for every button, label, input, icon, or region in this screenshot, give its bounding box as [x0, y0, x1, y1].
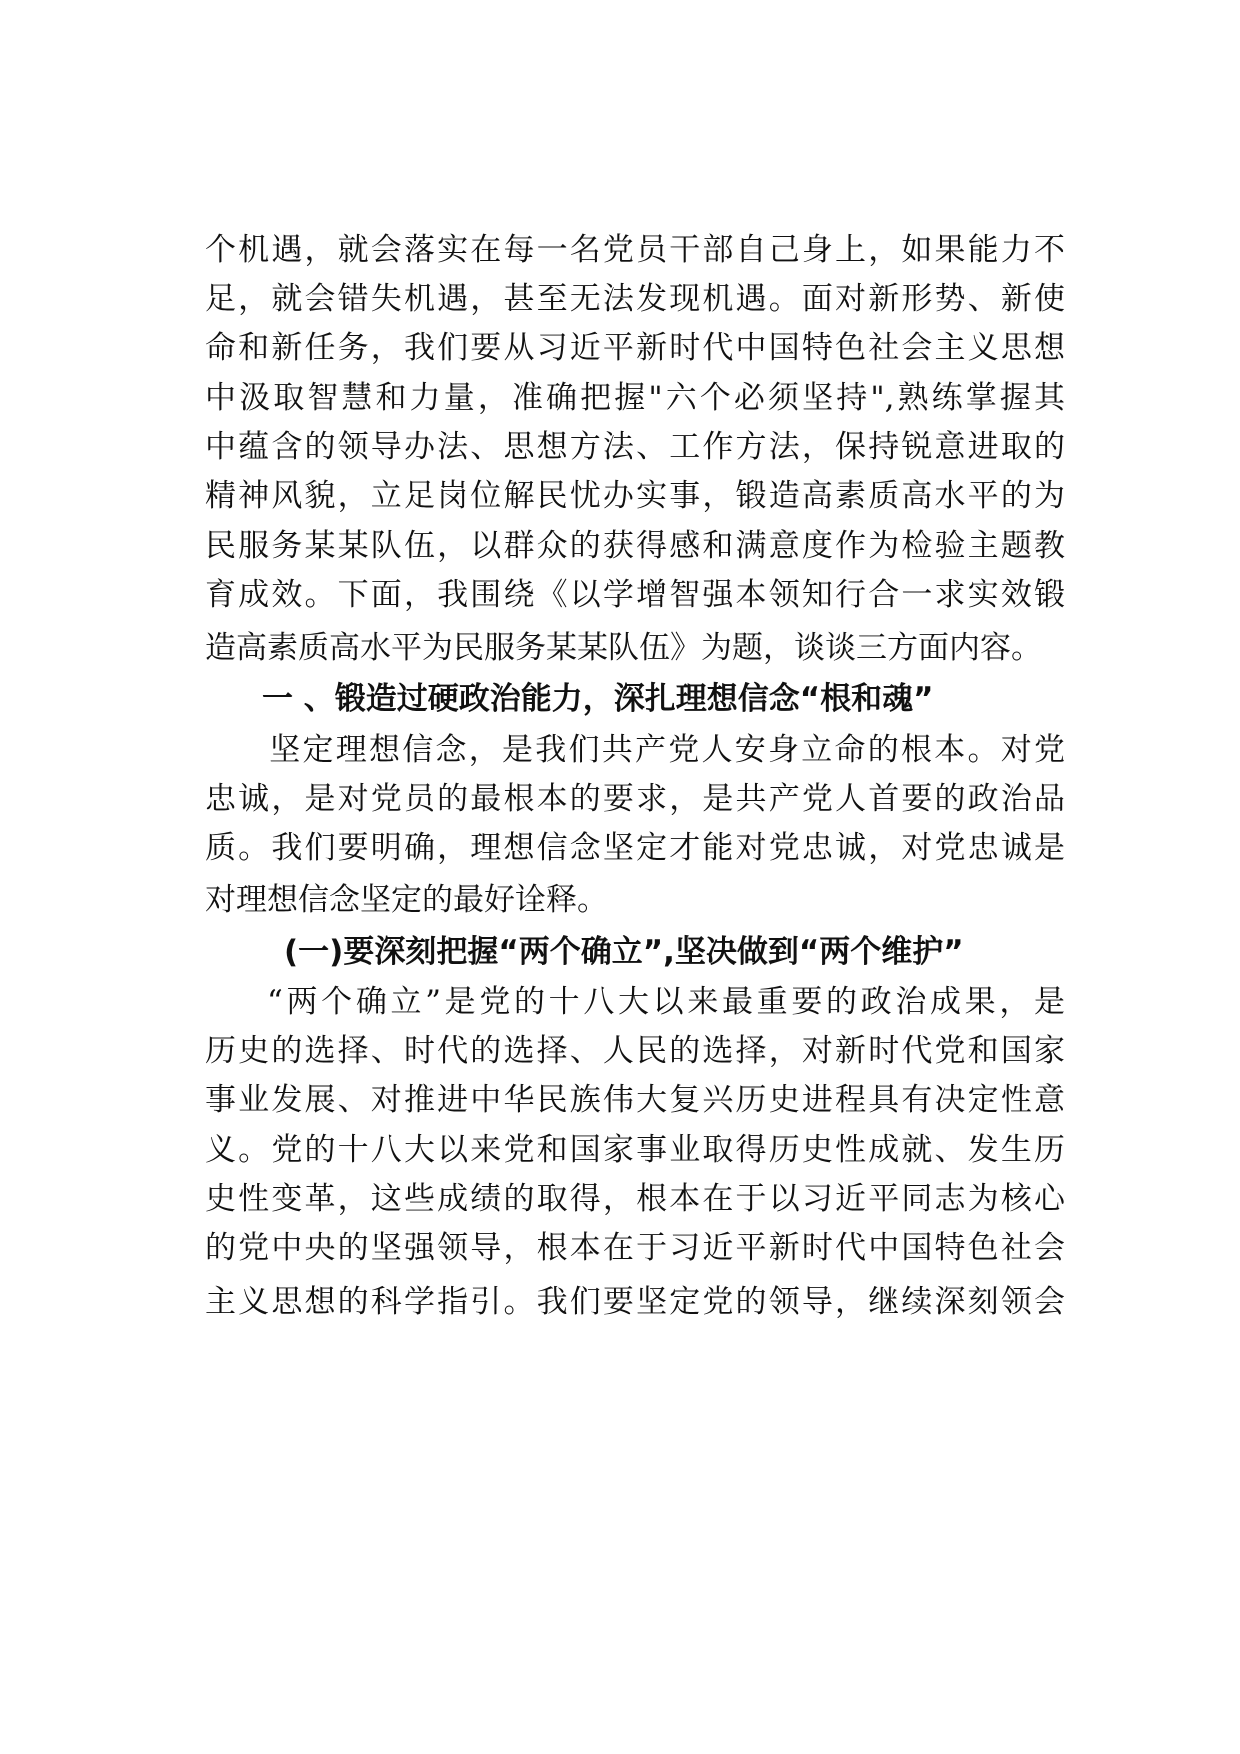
paragraph-line: 忠诚，是对党员的最根本的要求，是共产党人首要的政治品 — [205, 781, 1065, 817]
paragraph-line: 历史的选择、时代的选择、人民的选择，对新时代党和国家 — [205, 1033, 1065, 1069]
paragraph-line: 的党中央的坚强领导，根本在于习近平新时代中国特色社会 — [205, 1230, 1065, 1266]
paragraph-line: 事业发展、对推进中华民族伟大复兴历史进程具有决定性意 — [205, 1082, 1065, 1118]
paragraph-line: 民服务某某队伍，以群众的获得感和满意度作为检验主题教 — [205, 528, 1065, 564]
paragraph-line: 个机遇，就会落实在每一名党员干部自己身上，如果能力不 — [205, 232, 1065, 268]
section-heading-1: 一 、锻造过硬政治能力，深扎理想信念“根和魂” — [262, 681, 934, 717]
paragraph-line: 造高素质高水平为民服务某某队伍》为题，谈谈三方面内容。 — [205, 630, 1042, 666]
subsection-heading-1: (一)要深刻把握“两个确立”,坚决做到“两个维护” — [284, 934, 964, 970]
paragraph-line: 中蕴含的领导办法、思想方法、工作方法，保持锐意进取的 — [205, 429, 1065, 465]
paragraph-line: 义。党的十八大以来党和国家事业取得历史性成就、发生历 — [205, 1132, 1065, 1168]
paragraph-line-text: “两个确立”是党的十八大以来最重要的政治成果，是 — [267, 984, 1065, 1020]
paragraph-line: 命和新任务，我们要从习近平新时代中国特色社会主义思想 — [205, 330, 1065, 366]
paragraph-line: 对理想信念坚定的最好诠释。 — [205, 882, 608, 918]
paragraph-line-text: 坚定理想信念，是我们共产党人安身立命的根本。对党 — [267, 732, 1065, 768]
paragraph-line: 质。我们要明确，理想信念坚定才能对党忠诚，对党忠诚是 — [205, 830, 1065, 866]
paragraph-line — [205, 728, 1065, 772]
paragraph-line: 足，就会错失机遇，甚至无法发现机遇。面对新形势、新使 — [205, 281, 1065, 317]
paragraph-line: 主义思想的科学指引。我们要坚定党的领导，继续深刻领会 — [205, 1284, 1065, 1320]
paragraph-line: 史性变革，这些成绩的取得，根本在于以习近平同志为核心 — [205, 1181, 1065, 1217]
paragraph-line: 育成效。下面，我围绕《以学增智强本领知行合一求实效锻 — [205, 577, 1065, 613]
paragraph-line: 精神风貌，立足岗位解民忧办实事，锻造高素质高水平的为 — [205, 478, 1065, 514]
paragraph-line: 中汲取智慧和力量，准确把握"六个必须坚持",熟练掌握其 — [205, 380, 1065, 416]
paragraph-line — [205, 980, 1065, 1024]
